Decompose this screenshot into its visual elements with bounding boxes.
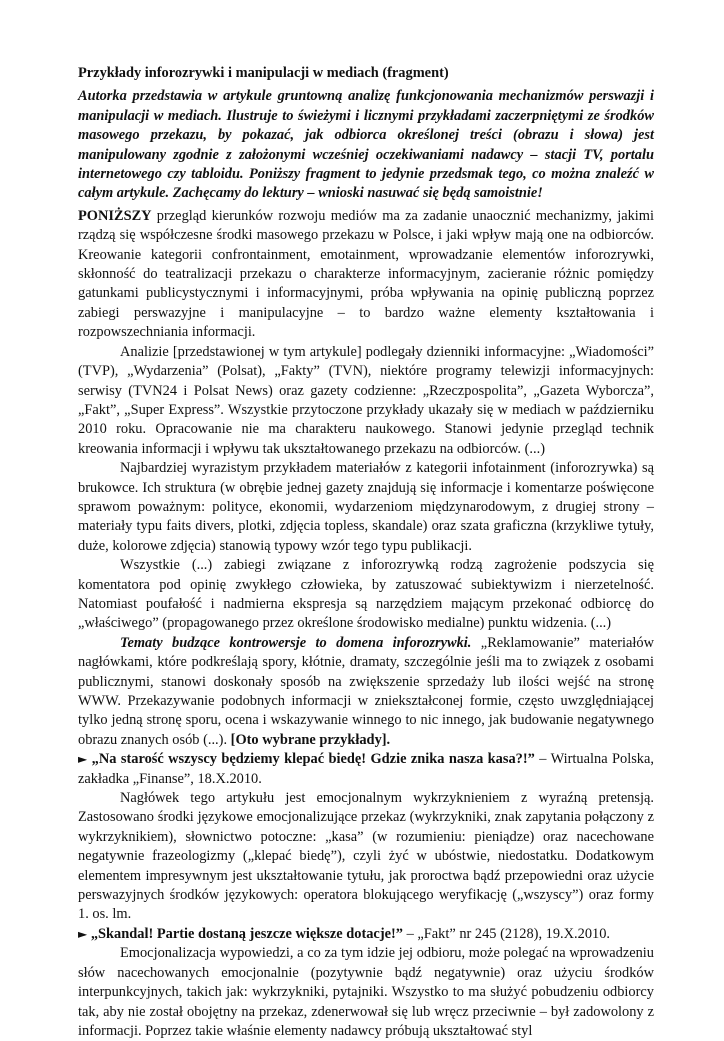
paragraph-5-tail: [Oto wybrane przykłady]. (230, 731, 391, 748)
paragraph-4: Wszystkie (...) zabiegi związane z inforozrywką rodzą zagrożenie podszycia się komentatora pod opinię zwykłego człowieka, by zatuszować subiektywizm i nierzetelność. Natomiast poufałość i nadmierna ekspresja są narzędziem mającym przekonać odbiorcę do „właściwego” (propagowanego przez określone środowisko medialne) punktu widzenia. (...) (78, 557, 654, 632)
paragraph-3: Najbardziej wyrazistym przykładem materiałów z kategorii infotainment (inforozrywka) są brukowce. Ich struktura (w obrębie jednej gazety znajdują się informacje i komentarze poświęcone sprawom poważnym: polityce, ekonomii, wydarzeniom międzynarodowym, z drugiej strony – materiały typu faits divers, plotki, zdjęcia topless, skandale) oraz szata graficzna (krzykliwe tytuły, duże, kolorowe zdjęcia) stanowią typowy wzór tego typu publikacji. (78, 460, 654, 554)
paragraph-6: Nagłówek tego artykułu jest emocjonalnym wykrzyknieniem z wyraźną pretensją. Zastosowano środki językowe emocjonalizujące przekaz (wykrzykniki, znak zapytania połączony z wykrzyknikiem), słownictwo potoczne: „kasa” (w rozumieniu: pieniądze) oraz nacechowane negatywnie frazeologizmy („klepać biedę”), czyli żyć w ubóstwie, niedostatku. Dodatkowym elementem impresywnym jest ukształtowanie tytułu, jak proroctwa bądź przepowiedni oraz użycie perswazyjnych środków językowych: operatora blokującego weryfikację („wszyscy”) oraz formy 1. os. lm. (78, 790, 654, 923)
paragraph-1-lead: PONIŻSZY (78, 207, 152, 224)
example-1 (78, 750, 654, 789)
paragraph-2: Analizie [przedstawionej w tym artykule] podlegały dzienniki informacyjne: „Wiadomości” (TVP), „Wydarzenia” (Polsat), „Fakty” (TVN), niektóre programy telewizji informacyjnych: serwisy (TVN24 i Polsat News) oraz gazety codzienne: „Rzeczpospolita”, „Gazeta Wyborcza”, „Fakt”, „Super Express”. Wszystkie przytoczone przykłady ukazały się w mediach w październiku 2010 roku. Opracowanie nie ma charakteru naukowego. Stanowi jedynie przegląd technik kreowania informacji i wpływu tak ukształtowanego przekazu na odbiorców. (...) (78, 343, 654, 457)
article-intro: Autorka przedstawia w artykule gruntowną analizę funkcjonowania mechanizmów perswazji i manipulacji w mediach. Ilustruje to świeżymi i licznymi przykładami zaczerpniętymi ze środków masowego przekazu, by pokazać, jak odbiorca określonej treści (obrazu i słowa) jest manipulowany zgodnie z założonymi wcześniej oczekiwaniami nadawcy – stacji TV, portalu internetowego czy tabloidu. Poniższy fragment to jedynie przedsmak tego, co można znaleźć w całym artykule. Zachęcamy do lektury – wnioski nasuwać się będą samoistnie! (78, 88, 654, 202)
paragraph-5-text: „Reklamowanie” materiałów nagłówkami, które podkreślają spory, kłótnie, dramaty, szczególnie jeśli ma to związek z osobami publicznymi, stanowi doskonały sposób na zwiększenie sprzedaży lub ilości wejść na stronę WWW. Przekazywanie podobnych informacji w zniekształconej formie, często uwzględniającej tylko jedną stronę sporu, ocena i wskazywanie winnego to nic innego, jak budowanie negatywnego obrazu znanych osób (...). (78, 634, 655, 748)
example-1-headline: „Na starość wszyscy będziemy klepać biedę! Gdzie znika nasza kasa?!” (91, 751, 535, 768)
paragraph-1 (78, 207, 654, 343)
example-2 (78, 925, 654, 944)
example-2-headline: „Skandal! Partie dostaną jeszcze większe dotacje!” (90, 925, 403, 942)
example-2-source: – „Fakt” nr 245 (2128), 19.X.2010. (402, 925, 611, 942)
paragraph-1-text: przegląd kierunków rozwoju mediów ma za zadanie unaocznić mechanizmy, jakimi rządzą się współczesne środki masowego przekazu w Polsce, i jaki wpływ mają one na odbiorców. Kreowanie kategorii confrontainment, emotainment, wprowadzanie elementów inforozrywki, skłonność do teatralizacji przekazu o charakterze informacyjnym, zacieranie różnic pomiędzy gatunkami publicystycznymi i informacyjnymi, próba wpływania na opinię publiczną poprzez zabiegi perswazyjne i manipulacyjne – to bardzo ważne elementy kształtowania i rozpowszechniania informacji. (78, 207, 654, 341)
article-title: Przykłady inforozrywki i manipulacji w mediach (fragment) (78, 65, 449, 81)
paragraph-7: Emocjonalizacja wypowiedzi, a co za tym idzie jej odbioru, może polegać na wprowadzeniu słów nacechowanych emocjonalnie (pozytywnie bądź negatywnie) oraz użyciu środków interpunkcyjnych, takich jak: wykrzykniki, pytajniki. Wszystko to ma służyć pobudzeniu odbiorcy tak, aby nie został obojętny na przekaz, zdenerwował się lub wręcz przeciwnie – był zadowolony z informacji. Poprzez takie właśnie elementy nadawcy próbują ukształtować styl (78, 945, 654, 1039)
pointer-arrow-icon: ► (78, 926, 88, 941)
paragraph-5 (78, 634, 654, 750)
pointer-arrow-icon: ► (78, 752, 88, 767)
example-1-source: – Wirtualna Polska, zakładka „Finanse”, 18.X.2010. (78, 751, 654, 787)
paragraph-5-lead: Tematy budzące kontrowersje to domena inforozrywki. (120, 634, 472, 651)
